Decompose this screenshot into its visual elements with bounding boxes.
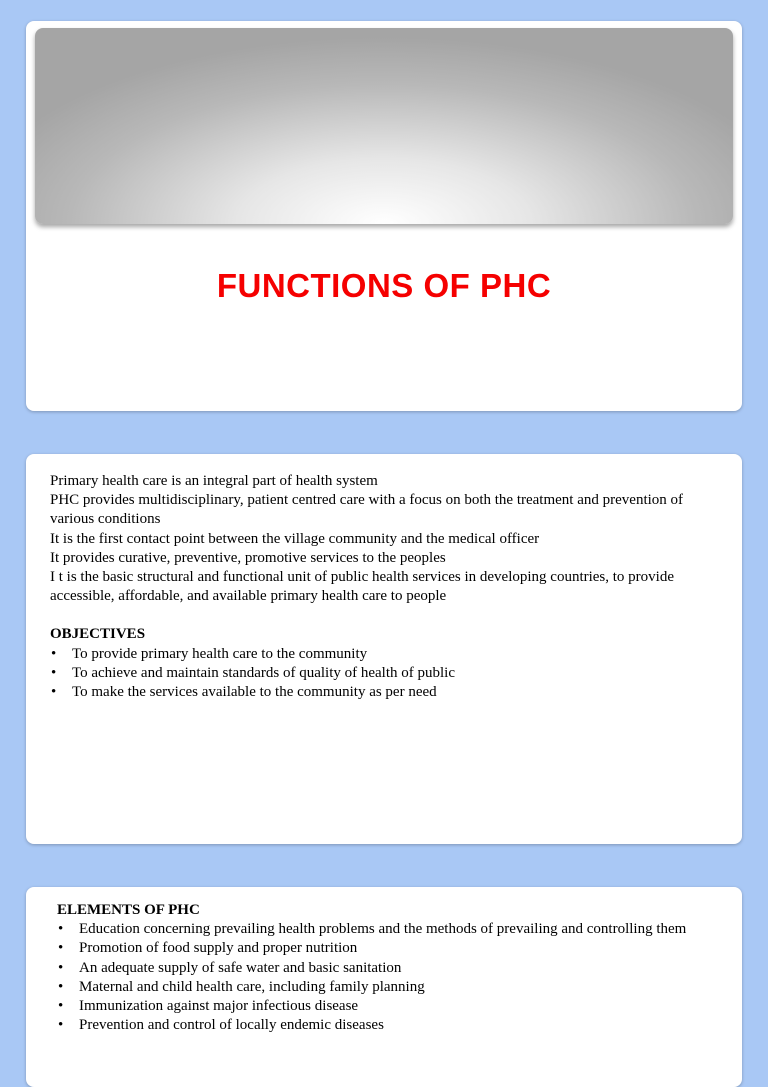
overview-paragraph: Primary health care is an integral part of health system (50, 473, 378, 489)
objectives-list (50, 645, 730, 703)
list-item: • To achieve and maintain standards of quality of health of public (50, 664, 730, 683)
list-item: • Maternal and child health care, including family planning (57, 978, 741, 997)
overview-paragraph: I t is the basic structural and functional unit of public health services in developing countries, to provide accessible, affordable, and available primary health care to people (50, 569, 675, 605)
overview-paragraph: It is the first contact point between the village community and the medical officer (50, 530, 540, 547)
list-item: • Prevention and control of locally endemic diseases (57, 1016, 741, 1035)
objectives-heading: OBJECTIVES (50, 626, 146, 643)
list-item: • To provide primary health care to the community (50, 645, 730, 664)
elements-slide (26, 887, 742, 1087)
title-slide (26, 21, 742, 411)
list-item: • Promotion of food supply and proper nutrition (57, 939, 741, 958)
overview-content (50, 472, 730, 702)
list-item: • Immunization against major infectious disease (57, 997, 741, 1016)
elements-heading: ELEMENTS OF PHC (57, 902, 200, 918)
overview-paragraph: PHC provides multidisciplinary, patient centred care with a focus on both the treatment and prevention of various conditions (50, 492, 684, 528)
gradient-banner (35, 28, 733, 224)
slide-title: FUNCTIONS OF PHC (216, 267, 552, 304)
overview-paragraph: It provides curative, preventive, promotive services to the peoples (50, 549, 446, 566)
overview-slide (26, 454, 742, 844)
list-item: • Education concerning prevailing health problems and the methods of prevailing and controlling them (57, 920, 741, 939)
list-item: • An adequate supply of safe water and basic sanitation (57, 959, 741, 978)
list-item: • To make the services available to the community as per need (50, 683, 730, 702)
elements-content (57, 901, 741, 1035)
elements-list (57, 920, 741, 1035)
